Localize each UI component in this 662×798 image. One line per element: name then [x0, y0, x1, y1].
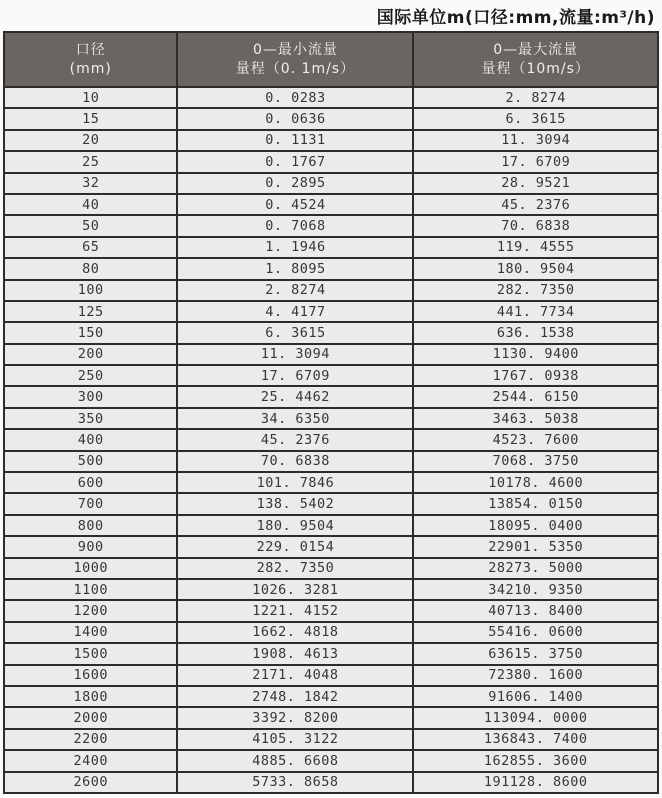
cell-max-flow: 2. 8274: [505, 89, 566, 106]
table-row: [5, 642, 657, 663]
cell-min-flow: 0. 4524: [178, 195, 414, 214]
cell-max-flow: 22901. 5350: [488, 538, 584, 555]
cell-min-flow: 34. 6350: [178, 409, 414, 428]
table-row: [5, 86, 657, 107]
cell-max-flow: 3463. 5038: [492, 410, 579, 427]
cell-min-flow: 0. 2895: [178, 174, 414, 193]
column-header-min-flow-line2: 量程（0. 1m/s）: [235, 60, 356, 77]
cell-min-flow: 5733. 8658: [178, 773, 414, 792]
column-header-min-flow: [178, 33, 414, 86]
cell-diameter: 2400: [5, 751, 178, 770]
cell-min-flow: 0. 7068: [178, 216, 414, 235]
cell-min-flow: 1221. 4152: [178, 601, 414, 620]
table-row: [5, 279, 657, 300]
table-row: [5, 407, 657, 428]
cell-min-flow: 2748. 1842: [178, 687, 414, 706]
cell-diameter: 1100: [5, 580, 178, 599]
cell-max-flow: 136843. 7400: [483, 731, 588, 748]
cell-diameter: 50: [5, 216, 178, 235]
cell-diameter: 2000: [5, 708, 178, 727]
cell-diameter: 25: [5, 152, 178, 171]
cell-min-flow: 0. 0283: [178, 88, 414, 107]
cell-max-flow: 636. 1538: [496, 324, 575, 341]
cell-diameter: 250: [5, 366, 178, 385]
cell-max-flow: 6. 3615: [505, 111, 566, 128]
table-row: [5, 578, 657, 599]
cell-diameter: 80: [5, 259, 178, 278]
cell-diameter: 2600: [5, 773, 178, 792]
cell-min-flow: 3392. 8200: [178, 708, 414, 727]
cell-max-flow: 45. 2376: [501, 196, 571, 213]
cell-max-flow: 55416. 0600: [488, 624, 584, 641]
table-row: [5, 471, 657, 492]
cell-max-flow: 70. 6838: [501, 218, 571, 235]
table-header-row: [5, 33, 657, 86]
cell-max-flow: 13854. 0150: [488, 496, 584, 513]
cell-diameter: 300: [5, 387, 178, 406]
cell-min-flow: 4885. 6608: [178, 751, 414, 770]
cell-max-flow: 441. 7734: [496, 303, 575, 320]
cell-diameter: 500: [5, 452, 178, 471]
table-row: [5, 428, 657, 449]
cell-max-flow: 91606. 1400: [488, 688, 584, 705]
table-row: [5, 557, 657, 578]
cell-min-flow: 17. 6709: [178, 366, 414, 385]
cell-diameter: 65: [5, 238, 178, 257]
cell-max-flow: 162855. 3600: [483, 752, 588, 769]
cell-diameter: 20: [5, 131, 178, 150]
cell-diameter: 15: [5, 109, 178, 128]
cell-diameter: 40: [5, 195, 178, 214]
cell-diameter: 1800: [5, 687, 178, 706]
cell-max-flow: 40713. 8400: [488, 603, 584, 620]
cell-max-flow: 2544. 6150: [492, 389, 579, 406]
cell-diameter: 10: [5, 88, 178, 107]
column-header-diameter: [5, 33, 178, 86]
cell-max-flow: 34210. 9350: [488, 581, 584, 598]
cell-min-flow: 1. 8095: [178, 259, 414, 278]
table-row: [5, 385, 657, 406]
cell-min-flow: 1662. 4818: [178, 623, 414, 642]
cell-min-flow: 282. 7350: [178, 559, 414, 578]
cell-max-flow: 119. 4555: [496, 239, 575, 256]
column-header-diameter-line1: 口径: [75, 41, 106, 58]
cell-diameter: 1400: [5, 623, 178, 642]
cell-min-flow: 1026. 3281: [178, 580, 414, 599]
cell-max-flow: 11. 3094: [501, 132, 571, 149]
cell-diameter: 32: [5, 174, 178, 193]
column-header-diameter-line2: (mm): [69, 60, 112, 77]
cell-min-flow: 0. 1767: [178, 152, 414, 171]
cell-min-flow: 2. 8274: [178, 281, 414, 300]
table-row: [5, 129, 657, 150]
cell-max-flow: 180. 9504: [496, 260, 575, 277]
cell-min-flow: 2171. 4048: [178, 666, 414, 685]
cell-max-flow: 18095. 0400: [488, 517, 584, 534]
cell-min-flow: 6. 3615: [178, 323, 414, 342]
cell-min-flow: 0. 0636: [178, 109, 414, 128]
cell-diameter: 100: [5, 281, 178, 300]
cell-max-flow: 1130. 9400: [492, 346, 579, 363]
cell-max-flow: 7068. 3750: [492, 453, 579, 470]
table-row: [5, 706, 657, 727]
cell-diameter: 400: [5, 430, 178, 449]
cell-max-flow: 17. 6709: [501, 153, 571, 170]
table-row: [5, 300, 657, 321]
table-row: [5, 236, 657, 257]
cell-diameter: 800: [5, 516, 178, 535]
cell-diameter: 1600: [5, 666, 178, 685]
cell-diameter: 700: [5, 494, 178, 513]
cell-diameter: 350: [5, 409, 178, 428]
cell-min-flow: 138. 5402: [178, 494, 414, 513]
cell-min-flow: 101. 7846: [178, 473, 414, 492]
cell-min-flow: 4105. 3122: [178, 730, 414, 749]
table-row: [5, 728, 657, 749]
cell-diameter: 1000: [5, 559, 178, 578]
table-row: [5, 150, 657, 171]
table-row: [5, 172, 657, 193]
cell-diameter: 1500: [5, 644, 178, 663]
table-row: [5, 535, 657, 556]
cell-min-flow: 0. 1131: [178, 131, 414, 150]
cell-diameter: 200: [5, 345, 178, 364]
cell-max-flow: 191128. 8600: [483, 774, 588, 791]
table-row: [5, 621, 657, 642]
table-row: [5, 107, 657, 128]
table-row: [5, 771, 657, 792]
cell-max-flow: 4523. 7600: [492, 431, 579, 448]
table-row: [5, 450, 657, 471]
cell-min-flow: 1908. 4613: [178, 644, 414, 663]
cell-diameter: 125: [5, 302, 178, 321]
cell-min-flow: 11. 3094: [178, 345, 414, 364]
cell-max-flow: 282. 7350: [496, 282, 575, 299]
table-row: [5, 599, 657, 620]
cell-diameter: 150: [5, 323, 178, 342]
cell-min-flow: 1. 1946: [178, 238, 414, 257]
cell-min-flow: 70. 6838: [178, 452, 414, 471]
cell-max-flow: 1767. 0938: [492, 367, 579, 384]
flow-range-table: [3, 31, 659, 794]
cell-min-flow: 229. 0154: [178, 537, 414, 556]
table-row: [5, 257, 657, 278]
column-header-min-flow-line1: 0—最小流量: [252, 41, 338, 58]
cell-max-flow: 113094. 0000: [483, 710, 588, 727]
cell-max-flow: 63615. 3750: [488, 645, 584, 662]
cell-max-flow: 28. 9521: [501, 175, 571, 192]
cell-diameter: 1200: [5, 601, 178, 620]
table-row: [5, 492, 657, 513]
cell-diameter: 2200: [5, 730, 178, 749]
table-body: [5, 86, 657, 792]
table-row: [5, 193, 657, 214]
column-header-max-flow-line2: 量程（10m/s）: [481, 60, 590, 77]
table-row: [5, 514, 657, 535]
table-row: [5, 214, 657, 235]
cell-diameter: 900: [5, 537, 178, 556]
cell-min-flow: 4. 4177: [178, 302, 414, 321]
cell-min-flow: 45. 2376: [178, 430, 414, 449]
cell-diameter: 600: [5, 473, 178, 492]
table-row: [5, 685, 657, 706]
cell-max-flow: 28273. 5000: [488, 560, 584, 577]
page-title: 国际单位m(口径:mm,流量:m³/h): [376, 8, 655, 28]
column-header-max-flow-line1: 0—最大流量: [493, 41, 579, 58]
table-row: [5, 343, 657, 364]
cell-max-flow: 10178. 4600: [488, 474, 584, 491]
column-header-max-flow: [414, 33, 657, 86]
cell-min-flow: 180. 9504: [178, 516, 414, 535]
cell-min-flow: 25. 4462: [178, 387, 414, 406]
table-row: [5, 364, 657, 385]
cell-max-flow: 72380. 1600: [488, 667, 584, 684]
table-row: [5, 749, 657, 770]
table-row: [5, 321, 657, 342]
table-row: [5, 664, 657, 685]
